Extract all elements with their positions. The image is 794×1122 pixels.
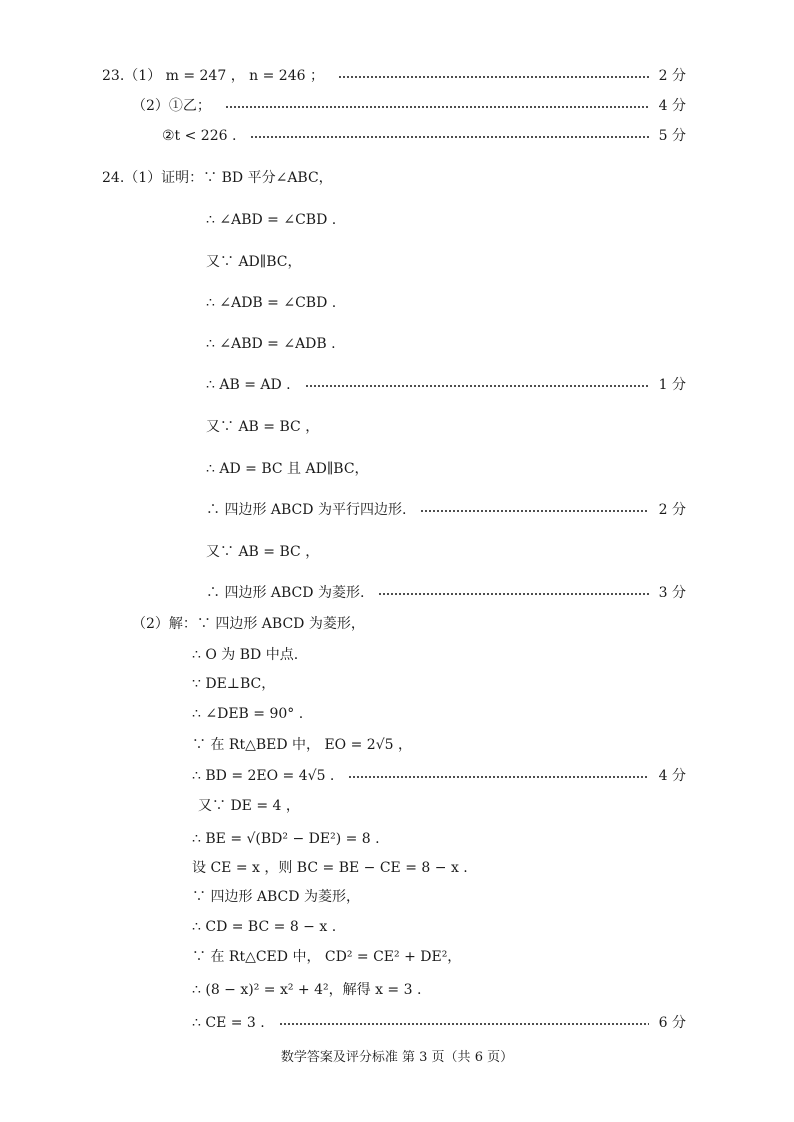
answer-line bbox=[206, 375, 686, 395]
answer-line bbox=[102, 66, 686, 86]
dot-leader bbox=[250, 135, 648, 139]
score-label: 1 分 bbox=[658, 377, 686, 393]
answer-text: ∴ ∠ABD = ∠ADB . bbox=[206, 336, 336, 352]
dot-leader bbox=[378, 592, 648, 596]
answer-text: ∵ 四边形 ABCD 为菱形， bbox=[192, 889, 360, 905]
answer-text: 又∵ AD∥BC， bbox=[206, 254, 302, 270]
answer-line bbox=[192, 980, 421, 1000]
dot-leader bbox=[305, 384, 649, 388]
answer-line bbox=[192, 645, 298, 665]
answer-line bbox=[206, 334, 336, 354]
answer-text: （2）①乙； bbox=[132, 98, 211, 114]
answer-text: ∴ BD = 2EO = 4√5 . bbox=[192, 768, 335, 784]
score-label: 3 分 bbox=[658, 585, 686, 601]
answer-line bbox=[192, 735, 412, 755]
answer-line bbox=[132, 614, 365, 634]
answer-text: 24.（1）证明：∵ BD 平分∠ABC， bbox=[102, 170, 333, 186]
answer-line bbox=[192, 917, 336, 937]
answer-text: ∴ O 为 BD 中点. bbox=[192, 647, 299, 663]
answer-text: ∵ 在 Rt△CED 中， CD² = CE² + DE²， bbox=[192, 949, 462, 965]
answer-line bbox=[206, 459, 369, 479]
score-label: 5 分 bbox=[658, 128, 686, 144]
score-label: 4 分 bbox=[658, 768, 686, 784]
answer-line bbox=[192, 947, 461, 967]
answer-text: ∴ 四边形 ABCD 为菱形. bbox=[206, 585, 365, 601]
answer-text: ∴ (8 − x)² = x² + 4²，解得 x = 3 . bbox=[192, 982, 422, 998]
answer-line bbox=[192, 887, 360, 907]
answer-text: ②t < 226 . bbox=[162, 128, 237, 144]
dot-leader bbox=[279, 1022, 649, 1026]
answer-line bbox=[192, 704, 303, 724]
answer-text: 又∵ AB = BC ， bbox=[206, 544, 320, 560]
answer-line bbox=[192, 858, 468, 878]
answer-text: ∴ ∠ADB = ∠CBD . bbox=[206, 295, 337, 311]
answer-text: ∴ BE = √(BD² − DE²) = 8 . bbox=[192, 831, 380, 847]
dot-leader bbox=[225, 105, 649, 109]
answer-line bbox=[206, 542, 319, 562]
answer-text: ∴ CD = BC = 8 − x . bbox=[192, 919, 337, 935]
score-label: 2 分 bbox=[658, 68, 686, 84]
answer-text: ∴ AB = AD . bbox=[206, 377, 291, 393]
dot-leader bbox=[338, 75, 649, 79]
answer-line bbox=[206, 210, 336, 230]
answer-text: 设 CE = x ，则 BC = BE − CE = 8 − x . bbox=[192, 860, 468, 876]
answer-line bbox=[192, 1013, 686, 1033]
answer-line bbox=[206, 293, 336, 313]
answer-line bbox=[162, 126, 686, 146]
answer-text: ∴ CE = 3 . bbox=[192, 1015, 265, 1031]
answer-line bbox=[192, 829, 380, 849]
answer-text: ∴ ∠ABD = ∠CBD . bbox=[206, 212, 337, 228]
dot-leader bbox=[420, 509, 648, 513]
answer-text: ∵ DE⊥BC， bbox=[192, 676, 276, 692]
answer-line bbox=[132, 96, 686, 116]
answer-text: ∴ 四边形 ABCD 为平行四边形. bbox=[206, 502, 407, 518]
answer-line bbox=[206, 417, 319, 437]
score-label: 2 分 bbox=[658, 502, 686, 518]
answer-line bbox=[192, 766, 686, 786]
page-footer: 数学答案及评分标准 第 3 页（共 6 页） bbox=[280, 1050, 514, 1065]
answer-line bbox=[206, 252, 302, 272]
answer-text: ∴ ∠DEB = 90° . bbox=[192, 706, 304, 722]
score-label: 4 分 bbox=[658, 98, 686, 114]
answer-text: 又∵ DE = 4 ， bbox=[198, 798, 300, 814]
answer-text: ∵ 在 Rt△BED 中， EO = 2√5 ， bbox=[192, 737, 412, 753]
answer-line bbox=[102, 168, 333, 188]
answer-text: 23.（1） m = 247 ， n = 246 ； bbox=[102, 68, 324, 84]
answer-text: ∴ AD = BC 且 AD∥BC， bbox=[206, 461, 369, 477]
score-label: 6 分 bbox=[658, 1015, 686, 1031]
answer-line bbox=[198, 796, 300, 816]
dot-leader bbox=[348, 775, 648, 779]
answer-text: （2）解：∵ 四边形 ABCD 为菱形， bbox=[132, 616, 365, 632]
answer-line bbox=[206, 583, 686, 603]
answer-line bbox=[206, 500, 686, 520]
answer-line bbox=[192, 674, 275, 694]
answer-text: 又∵ AB = BC ， bbox=[206, 419, 320, 435]
